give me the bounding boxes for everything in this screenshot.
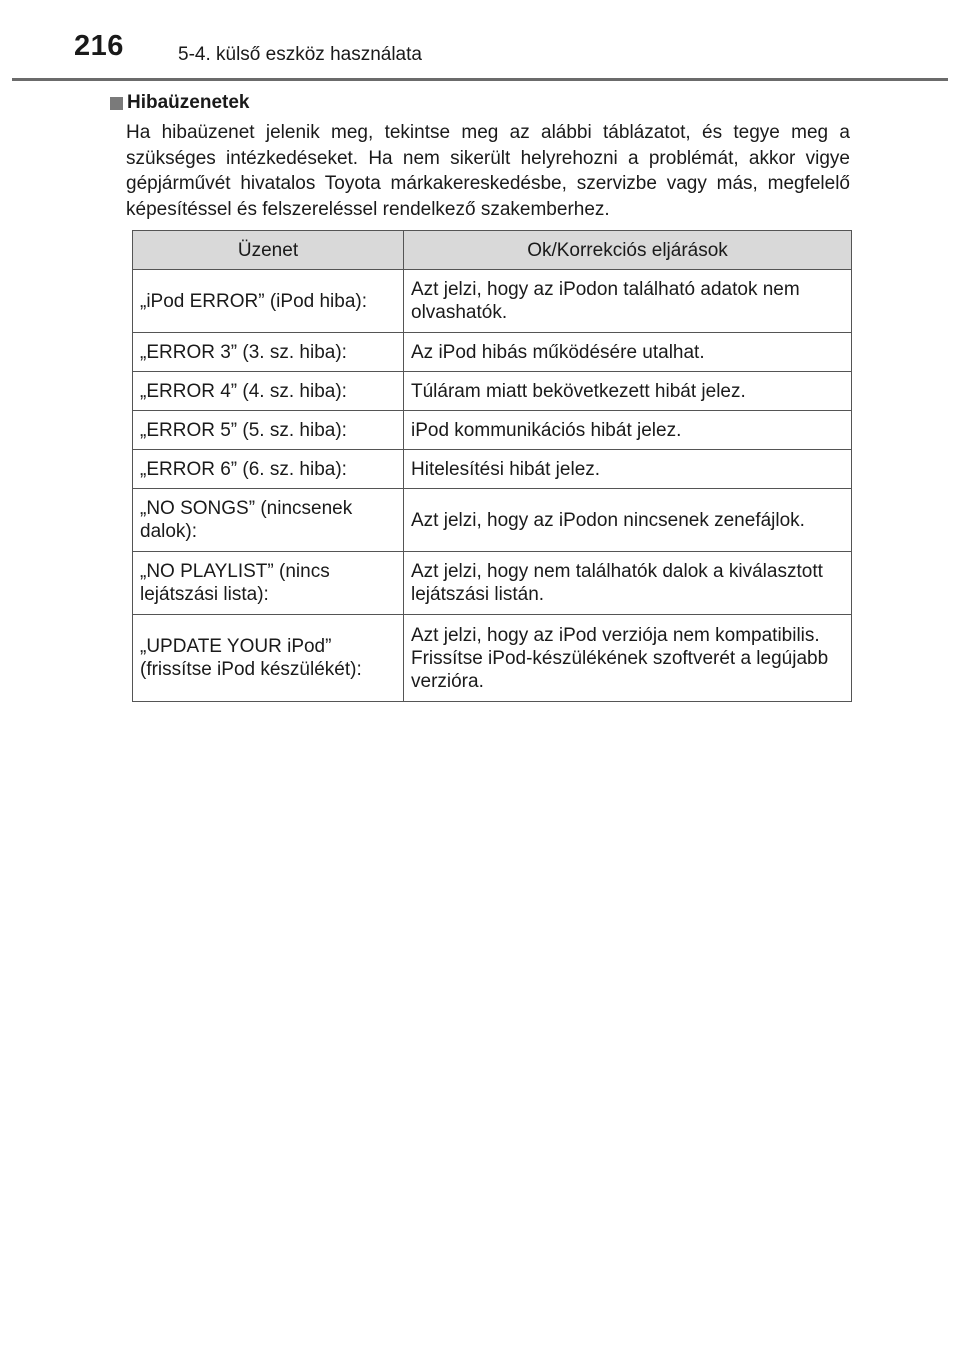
page-number: 216 (74, 30, 124, 62)
table-row (133, 552, 852, 615)
intro-paragraph: Ha hibaüzenet jelenik meg, tekintse meg az alábbi táblázatot, és tegye meg a szükséges intézkedéseket. Ha nem sikerült helyrehozni a problémát, akkor vigye gépjárművét hivatalos Toyota márkakereskedésbe, szervizbe vagy más, megfelelő képesítéssel és felszereléssel rendelkező szakemberhez. (126, 122, 850, 220)
action-cell: Túláram miatt bekövetkezett hibát jelez. (404, 372, 852, 411)
table-row (133, 270, 852, 333)
section-heading (110, 90, 850, 116)
action-cell: Azt jelzi, hogy az iPodon található adatok nem olvashatók. (404, 270, 852, 333)
message-cell: „iPod ERROR” (iPod hiba): (133, 270, 404, 333)
table-row (133, 333, 852, 372)
header-action: Ok/Korrekciós eljárások (404, 231, 852, 270)
action-cell: Azt jelzi, hogy az iPod verziója nem kompatibilis. Frissítse iPod-készülékének szoftverét a legújabb verzióra. (404, 615, 852, 702)
message-cell: „ERROR 6” (6. sz. hiba): (133, 450, 404, 489)
message-cell: „NO PLAYLIST” (nincs lejátszási lista): (133, 552, 404, 615)
table-row (133, 411, 852, 450)
action-cell: Azt jelzi, hogy az iPodon nincsenek zenefájlok. (404, 489, 852, 552)
action-cell: iPod kommunikációs hibát jelez. (404, 411, 852, 450)
message-cell: „ERROR 4” (4. sz. hiba): (133, 372, 404, 411)
table-header-row (133, 231, 852, 270)
error-table (132, 230, 852, 702)
table-row (133, 450, 852, 489)
header-message: Üzenet (133, 231, 404, 270)
message-cell: „NO SONGS” (nincsenek dalok): (133, 489, 404, 552)
message-cell: „ERROR 3” (3. sz. hiba): (133, 333, 404, 372)
table-row (133, 372, 852, 411)
message-cell: „ERROR 5” (5. sz. hiba): (133, 411, 404, 450)
chapter-title: 5-4. külső eszköz használata (178, 44, 422, 65)
page-header (12, 0, 948, 81)
section-heading-text: Hibaüzenetek (127, 92, 250, 113)
table-row (133, 615, 852, 702)
error-messages-section (110, 90, 850, 222)
action-cell: Hitelesítési hibát jelez. (404, 450, 852, 489)
action-cell: Az iPod hibás működésére utalhat. (404, 333, 852, 372)
action-cell: Azt jelzi, hogy nem találhatók dalok a kiválasztott lejátszási listán. (404, 552, 852, 615)
square-bullet-icon (110, 97, 123, 110)
message-cell: „UPDATE YOUR iPod” (frissítse iPod készülékét): (133, 615, 404, 702)
table-row (133, 489, 852, 552)
